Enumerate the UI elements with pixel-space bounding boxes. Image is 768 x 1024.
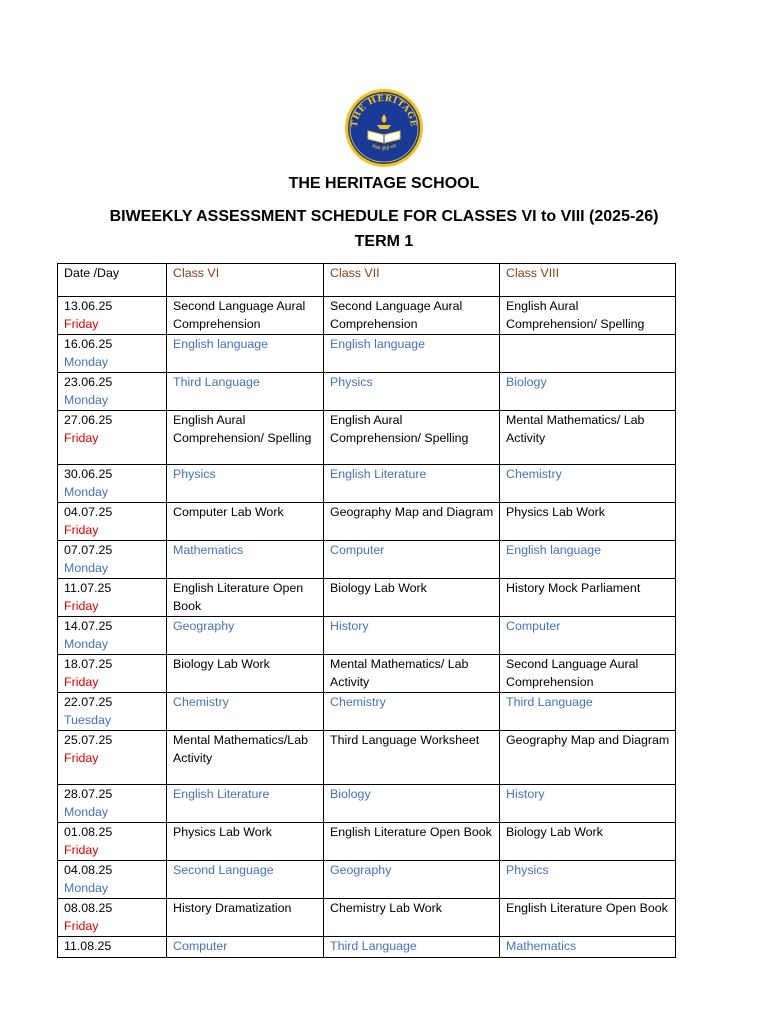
class-viii-cell — [500, 335, 676, 373]
date-text: 23.06.25 — [64, 375, 113, 389]
class-vi-cell: Second Language — [167, 861, 324, 899]
date-day-cell — [58, 899, 167, 937]
table-row — [58, 503, 676, 541]
day-text: Monday — [64, 560, 109, 575]
class-viii-cell: Physics — [500, 861, 676, 899]
date-day-cell — [58, 693, 167, 731]
class-viii-cell: Biology — [500, 373, 676, 411]
table-row — [58, 731, 676, 785]
date-day-cell — [58, 465, 167, 503]
class-vi-cell: Computer Lab Work — [167, 503, 324, 541]
class-vi-cell: Physics Lab Work — [167, 823, 324, 861]
class-viii-cell: Biology Lab Work — [500, 823, 676, 861]
table-row — [58, 541, 676, 579]
date-text: 16.06.25 — [64, 337, 113, 351]
class-viii-cell: English Literature Open Book — [500, 899, 676, 937]
date-day-cell — [58, 861, 167, 899]
class-vi-cell: Third Language — [167, 373, 324, 411]
class-vii-cell: English language — [324, 335, 500, 373]
class-vii-cell: Biology Lab Work — [324, 579, 500, 617]
day-text: Friday — [64, 674, 99, 689]
class-vii-cell: English Literature — [324, 465, 500, 503]
date-day-cell — [58, 503, 167, 541]
date-text: 01.08.25 — [64, 825, 113, 839]
date-day-cell — [58, 541, 167, 579]
class-vii-cell: Chemistry Lab Work — [324, 899, 500, 937]
class-vi-cell: History Dramatization — [167, 899, 324, 937]
class-vi-cell: English Aural Comprehension/ Spelling — [167, 411, 324, 465]
date-day-cell — [58, 617, 167, 655]
class-vi-cell: Computer — [167, 937, 324, 958]
class-viii-cell: Third Language — [500, 693, 676, 731]
class-vii-cell: Third Language — [324, 937, 500, 958]
date-day-cell — [58, 785, 167, 823]
class-vii-cell: Geography Map and Diagram — [324, 503, 500, 541]
class-vii-cell: Third Language Worksheet — [324, 731, 500, 785]
class-vi-cell: English Literature — [167, 785, 324, 823]
class-viii-cell: Computer — [500, 617, 676, 655]
day-text: Friday — [64, 316, 99, 331]
class-vii-cell: Biology — [324, 785, 500, 823]
date-day-cell — [58, 937, 167, 958]
table-row — [58, 861, 676, 899]
table-row — [58, 785, 676, 823]
header-class-viii: Class VIII — [500, 264, 676, 297]
date-text: 04.07.25 — [64, 505, 113, 519]
class-viii-cell: Chemistry — [500, 465, 676, 503]
date-text: 22.07.25 — [64, 695, 113, 709]
date-text: 27.06.25 — [64, 413, 113, 427]
table-row — [58, 579, 676, 617]
class-vii-cell: English Literature Open Book — [324, 823, 500, 861]
school-logo — [344, 88, 424, 168]
class-vii-cell: History — [324, 617, 500, 655]
table-row — [58, 465, 676, 503]
class-viii-cell: Second Language Aural Comprehension — [500, 655, 676, 693]
class-vi-cell: English Literature Open Book — [167, 579, 324, 617]
date-text: 18.07.25 — [64, 657, 113, 671]
class-vii-cell: Mental Mathematics/ Lab Activity — [324, 655, 500, 693]
class-vii-cell: Geography — [324, 861, 500, 899]
class-vi-cell: Biology Lab Work — [167, 655, 324, 693]
day-text: Tuesday — [64, 712, 112, 727]
class-vi-cell: English language — [167, 335, 324, 373]
date-day-cell — [58, 411, 167, 465]
date-text: 30.06.25 — [64, 467, 113, 481]
class-viii-cell: English Aural Comprehension/ Spelling — [500, 297, 676, 335]
class-vii-cell: English Aural Comprehension/ Spelling — [324, 411, 500, 465]
date-day-cell — [58, 823, 167, 861]
class-vi-cell: Physics — [167, 465, 324, 503]
date-text: 11.08.25 — [64, 939, 112, 953]
logo-motto: आत्म दीपो भव — [370, 142, 398, 153]
class-viii-cell: Geography Map and Diagram — [500, 731, 676, 785]
table-row — [58, 937, 676, 958]
date-text: 08.08.25 — [64, 901, 113, 915]
class-vi-cell: Chemistry — [167, 693, 324, 731]
table-row — [58, 823, 676, 861]
class-vii-cell: Second Language Aural Comprehension — [324, 297, 500, 335]
date-day-cell — [58, 335, 167, 373]
day-text: Friday — [64, 842, 99, 857]
day-text: Monday — [64, 636, 109, 651]
schedule-title: BIWEEKLY ASSESSMENT SCHEDULE FOR CLASSES VI to VIII (2025-26) — [109, 208, 659, 225]
header-class-vii: Class VII — [324, 264, 500, 297]
table-row — [58, 335, 676, 373]
day-text: Monday — [64, 354, 109, 369]
table-row — [58, 899, 676, 937]
table-row — [58, 655, 676, 693]
table-row — [58, 297, 676, 335]
day-text: Friday — [64, 430, 99, 445]
class-viii-cell: History — [500, 785, 676, 823]
table-row — [58, 373, 676, 411]
class-viii-cell: English language — [500, 541, 676, 579]
date-day-cell — [58, 731, 167, 785]
date-day-cell — [58, 655, 167, 693]
class-vii-cell: Computer — [324, 541, 500, 579]
class-viii-cell: Physics Lab Work — [500, 503, 676, 541]
table-header-row — [58, 264, 676, 297]
logo-text: THE HERITAGE — [349, 93, 419, 128]
class-viii-cell: Mathematics — [500, 937, 676, 958]
date-text: 28.07.25 — [64, 787, 113, 801]
date-text: 07.07.25 — [64, 543, 113, 557]
table-row — [58, 693, 676, 731]
date-day-cell — [58, 297, 167, 335]
day-text: Monday — [64, 804, 109, 819]
day-text: Friday — [64, 750, 99, 765]
schedule-body — [58, 297, 676, 958]
date-text: 25.07.25 — [64, 733, 113, 747]
class-vii-cell: Chemistry — [324, 693, 500, 731]
date-day-cell — [58, 579, 167, 617]
class-vi-cell: Geography — [167, 617, 324, 655]
date-day-cell — [58, 373, 167, 411]
class-vi-cell: Second Language Aural Comprehension — [167, 297, 324, 335]
term-title: TERM 1 — [354, 233, 414, 250]
day-text: Monday — [64, 880, 109, 895]
header-class-vi: Class VI — [167, 264, 324, 297]
class-vii-cell: Physics — [324, 373, 500, 411]
day-text: Friday — [64, 918, 99, 933]
date-text: 04.08.25 — [64, 863, 113, 877]
class-viii-cell: History Mock Parliament — [500, 579, 676, 617]
class-viii-cell: Mental Mathematics/ Lab Activity — [500, 411, 676, 465]
date-text: 14.07.25 — [64, 619, 113, 633]
day-text: Friday — [64, 598, 99, 613]
table-row — [58, 617, 676, 655]
date-text: 11.07.25 — [64, 581, 112, 595]
class-vi-cell: Mathematics — [167, 541, 324, 579]
school-name: THE HERITAGE SCHOOL — [288, 175, 480, 192]
table-row — [58, 411, 676, 465]
day-text: Monday — [64, 484, 109, 499]
day-text: Monday — [64, 392, 109, 407]
date-text: 13.06.25 — [64, 299, 113, 313]
header-date-day: Date /Day — [58, 264, 167, 297]
day-text: Friday — [64, 522, 99, 537]
assessment-schedule-table — [57, 263, 676, 958]
class-vi-cell: Mental Mathematics/Lab Activity — [167, 731, 324, 785]
